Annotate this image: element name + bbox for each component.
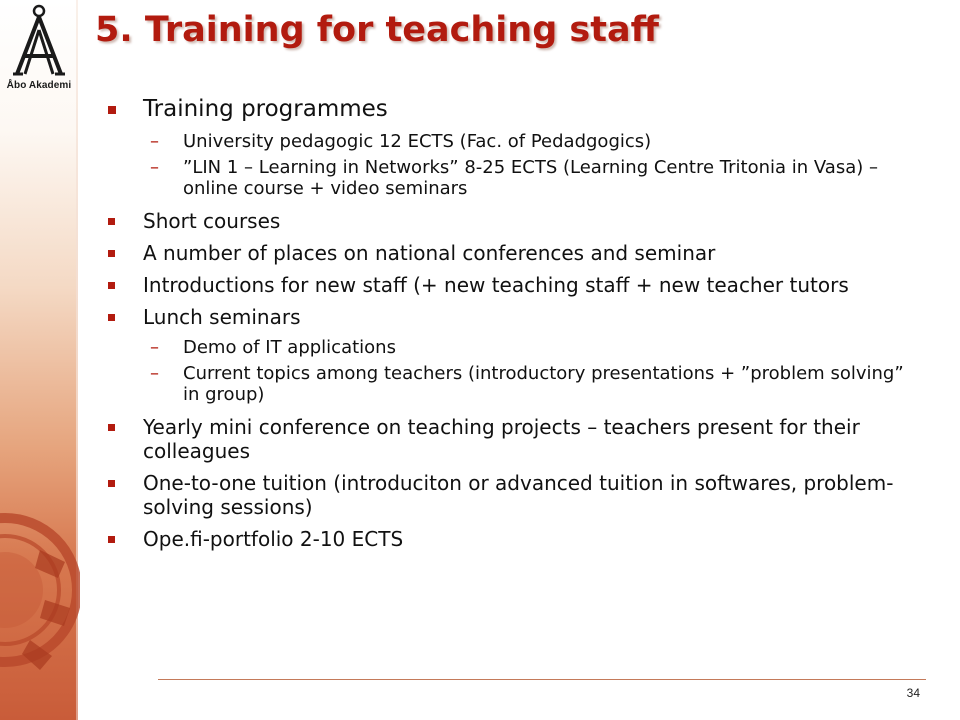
square-bullet-icon (108, 218, 115, 225)
sub-list-item (108, 157, 923, 199)
sub-list-item (108, 131, 923, 152)
sub-list-item (108, 363, 923, 405)
list-item-text: Yearly mini conference on teaching projects – teachers present for their colleagues (143, 415, 860, 463)
list-item (108, 273, 923, 297)
sub-list-item (108, 337, 923, 358)
abo-akademi-emblem-icon (11, 4, 67, 78)
list-item (108, 471, 923, 519)
square-bullet-icon (108, 314, 115, 321)
sub-list-item-text: Demo of IT applications (183, 337, 396, 358)
square-bullet-icon (108, 480, 115, 487)
sidebar-decoration (0, 0, 76, 720)
square-bullet-icon (108, 282, 115, 289)
slide-content (108, 95, 923, 559)
page-number: 34 (906, 686, 920, 700)
list-item-text: One-to-one tuition (introduciton or advanced tuition in softwares, problem-solving sessions) (143, 471, 894, 519)
list-item (108, 305, 923, 329)
dash-bullet-icon: – (150, 337, 159, 358)
list-item (108, 95, 923, 123)
footer-divider (158, 679, 926, 680)
slide-title: 5. Training for teaching staff (95, 10, 659, 50)
dash-bullet-icon: – (150, 363, 159, 384)
square-bullet-icon (108, 106, 116, 114)
list-item (108, 415, 923, 463)
list-item-text: Lunch seminars (143, 305, 301, 329)
square-bullet-icon (108, 536, 115, 543)
square-bullet-icon (108, 424, 115, 431)
university-logo (4, 4, 74, 96)
square-bullet-icon (108, 250, 115, 257)
university-seal-icon (0, 480, 80, 700)
list-item-text: Introductions for new staff (+ new teaching staff + new teacher tutors (143, 273, 849, 297)
sub-list-item-text: University pedagogic 12 ECTS (Fac. of Pedadgogics) (183, 131, 652, 152)
dash-bullet-icon: – (150, 157, 159, 178)
list-item-text: Training programmes (143, 96, 388, 122)
list-item (108, 241, 923, 265)
list-item (108, 209, 923, 233)
dash-bullet-icon: – (150, 131, 159, 152)
list-item-text: A number of places on national conferences and seminar (143, 241, 716, 265)
sub-list-item-text: ”LIN 1 – Learning in Networks” 8-25 ECTS (Learning Centre Tritonia in Vasa) – online course + video seminars (183, 157, 878, 199)
list-item-text: Ope.fi-portfolio 2-10 ECTS (143, 527, 404, 551)
sub-list-item-text: Current topics among teachers (introductory presentations + ”problem solving” in group) (183, 363, 904, 405)
list-item (108, 527, 923, 551)
logo-wordmark: Åbo Akademi (6, 80, 72, 91)
list-item-text: Short courses (143, 209, 281, 233)
